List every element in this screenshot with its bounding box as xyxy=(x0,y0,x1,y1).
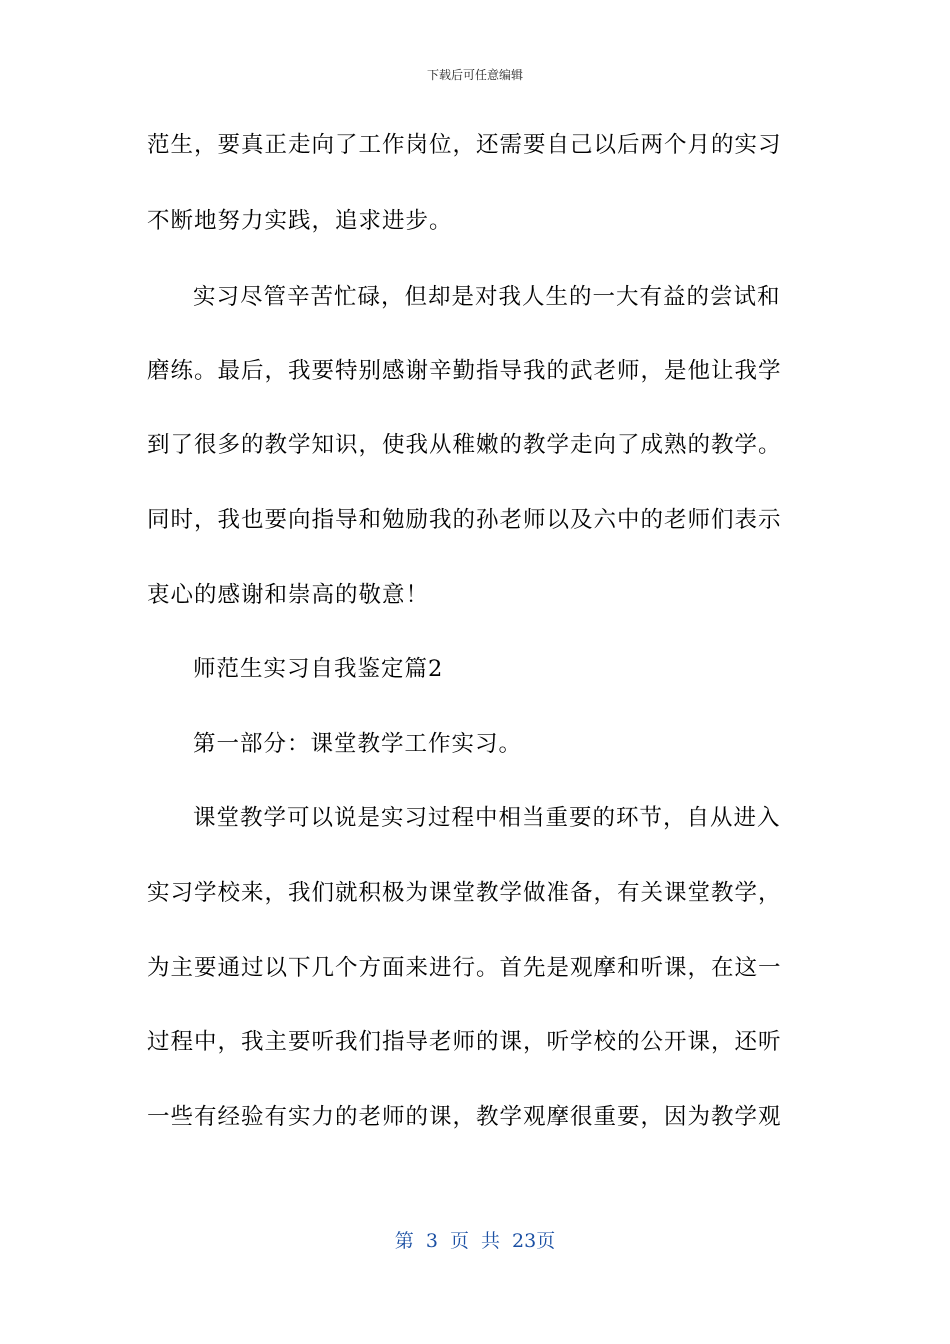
text-line: 范生，要真正走向了工作岗位，还需要自己以后两个月的实习 xyxy=(147,132,782,158)
text-line: 过程中，我主要听我们指导老师的课，听学校的公开课，还听 xyxy=(147,1029,782,1055)
text-line: 为主要通过以下几个方面来进行。首先是观摩和听课，在这一 xyxy=(147,955,782,981)
section-heading: 师范生实习自我鉴定篇2 xyxy=(193,656,444,682)
paragraph-line: 课堂教学可以说是实习过程中相当重要的环节，自从进入 xyxy=(193,805,781,831)
text-line: 同时，我也要向指导和勉励我的孙老师以及六中的老师们表示 xyxy=(147,507,782,533)
text-line: 实习学校来，我们就积极为课堂教学做准备，有关课堂教学， xyxy=(147,880,782,906)
text-line: 一些有经验有实力的老师的课，教学观摩很重要，因为教学观 xyxy=(147,1104,782,1130)
paragraph-line: 实习尽管辛苦忙碌，但却是对我人生的一大有益的尝试和 xyxy=(193,284,781,310)
subsection-heading: 第一部分：课堂教学工作实习。 xyxy=(193,731,523,757)
text-line: 衷心的感谢和崇高的敬意！ xyxy=(147,582,430,608)
header-note: 下载后可任意编辑 xyxy=(426,68,523,82)
text-line: 不断地努力实践，追求进步。 xyxy=(147,208,453,234)
page-number: 第 3 页 共 23页 xyxy=(394,1230,556,1252)
text-line: 磨练。最后，我要特别感谢辛勤指导我的武老师，是他让我学 xyxy=(147,358,782,384)
text-line: 到了很多的教学知识，使我从稚嫩的教学走向了成熟的教学。 xyxy=(147,432,782,458)
